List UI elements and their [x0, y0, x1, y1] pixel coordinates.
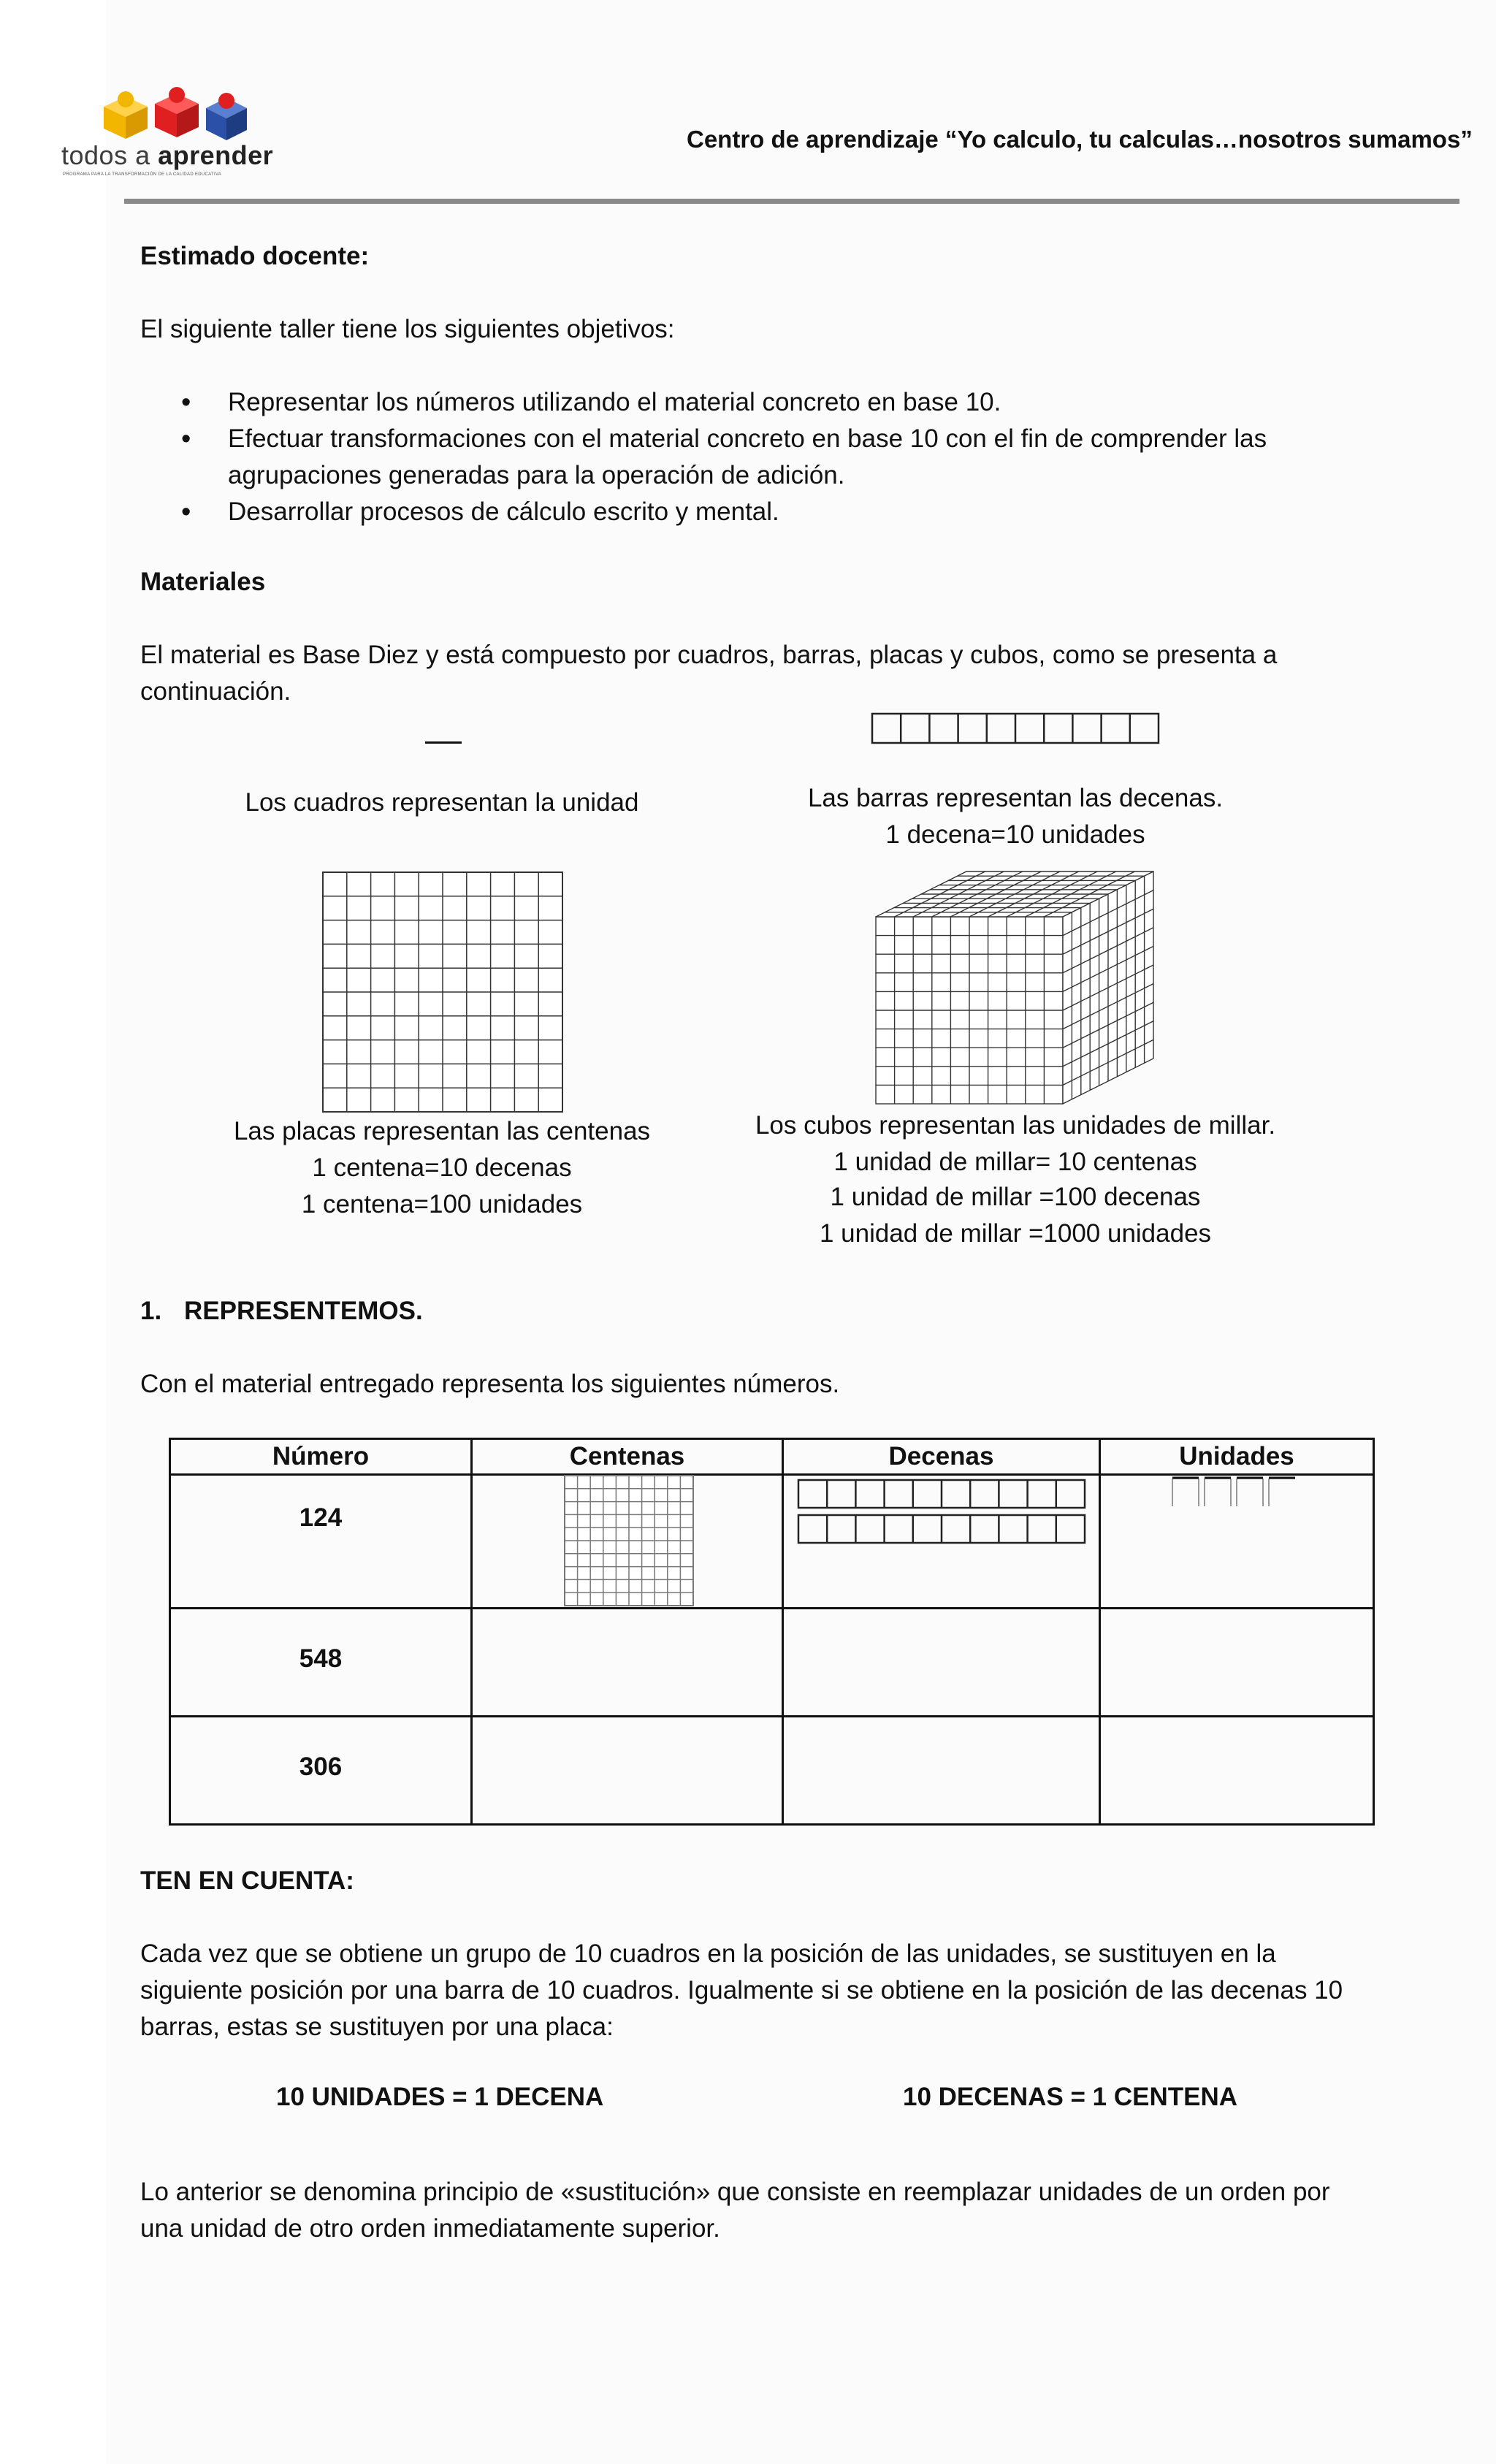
decenas-cell[interactable] — [783, 1609, 1100, 1717]
hundred-flat-icon — [321, 871, 564, 1113]
intro-text: El siguiente taller tiene los siguientes objetivos: — [140, 315, 675, 343]
materials-description: El material es Base Diez y está compuesto por cuadros, barras, placas y cubos, como se presenta a continuación. — [140, 641, 1278, 706]
hundred-flat-icon — [563, 1474, 695, 1607]
rule-units: 10 UNIDADES = 1 DECENA — [276, 2083, 604, 2111]
objective-item: • Desarrollar procesos de cálculo escrito y mental. — [228, 494, 1367, 530]
decenas-cell[interactable] — [783, 1475, 1100, 1609]
number-cell — [170, 1717, 472, 1825]
logo-blocks-icon — [101, 86, 254, 145]
rod-caption-line2: 1 decena=10 unidades — [885, 820, 1145, 849]
unit-cube-icon — [425, 741, 462, 745]
ten-rod-icon — [871, 712, 1160, 744]
ten-rod-icon — [797, 1514, 1086, 1544]
flat-caption-line2: 1 centena=10 decenas — [312, 1153, 572, 1182]
header-divider — [124, 199, 1459, 204]
cube-caption-line2: 1 unidad de millar= 10 centenas — [833, 1148, 1197, 1176]
table-header-row — [170, 1439, 1374, 1475]
rod-caption-line1: Las barras representan las decenas. — [807, 784, 1224, 812]
logo-text: todos a aprender — [61, 140, 274, 170]
table-row — [170, 1475, 1374, 1609]
section-title: REPRESENTEMOS. — [184, 1297, 423, 1325]
cube-caption-line4: 1 unidad de millar =1000 unidades — [819, 1219, 1212, 1248]
number-cell — [170, 1475, 472, 1609]
unidades-cell[interactable] — [1100, 1475, 1374, 1609]
column-header-numero: Número — [170, 1439, 472, 1475]
page-header-title: Centro de aprendizaje “Yo calculo, tu calculas…nosotros sumamos” — [687, 126, 1473, 153]
greeting: Estimado docente: — [140, 242, 370, 270]
representation-table — [169, 1438, 1375, 1826]
number-value: 124 — [299, 1503, 343, 1532]
unit-caption: Los cuadros representan la unidad — [245, 788, 639, 817]
table-row — [170, 1717, 1374, 1825]
flat-caption-line1: Las placas representan las centenas — [233, 1117, 651, 1145]
cube-caption-line1: Los cubos representan las unidades de millar. — [755, 1111, 1276, 1140]
section-instruction: Con el material entregado representa los siguientes números. — [140, 1370, 840, 1398]
ten-rod-icon — [797, 1479, 1086, 1509]
thousand-cube-icon — [873, 866, 1158, 1107]
column-header-unidades: Unidades — [1100, 1439, 1374, 1475]
unidades-cell[interactable] — [1100, 1609, 1374, 1717]
principle-text: Lo anterior se denomina principio de «sustitución» que consiste en reemplazar unidades de un orden por una unidad de otro orden inmediatamente superior. — [140, 2178, 1330, 2243]
unidades-cell[interactable] — [1100, 1717, 1374, 1825]
cube-caption-line3: 1 unidad de millar =100 decenas — [830, 1183, 1201, 1211]
centenas-cell[interactable] — [472, 1609, 783, 1717]
decenas-cell[interactable] — [783, 1717, 1100, 1825]
number-cell — [170, 1609, 472, 1717]
note-text: Cada vez que se obtiene un grupo de 10 cuadros en la posición de las unidades, se sustituyen en la siguiente posición por una barra de 10 cuadros. Igualmente si se obtiene en la posición de las decenas 10 barras, estas se sustituyen por una placa: — [140, 1939, 1343, 2041]
objective-item: • Efectuar transformaciones con el material concreto en base 10 con el fin de comprender las agrupaciones generadas para la operación de adición. — [228, 421, 1367, 494]
logo-subtitle: PROGRAMA PARA LA TRANSFORMACIÓN DE LA CALIDAD EDUCATIVA — [63, 172, 222, 177]
section-number: 1. — [140, 1297, 162, 1325]
rule-tens: 10 DECENAS = 1 CENTENA — [903, 2083, 1238, 2111]
column-header-centenas: Centenas — [472, 1439, 783, 1475]
table-row — [170, 1609, 1374, 1717]
materials-heading: Materiales — [140, 568, 266, 596]
column-header-decenas: Decenas — [783, 1439, 1100, 1475]
number-value: 306 — [299, 1752, 343, 1781]
centenas-cell[interactable] — [472, 1717, 783, 1825]
note-heading: TEN EN CUENTA: — [140, 1866, 354, 1895]
flat-caption-line3: 1 centena=100 unidades — [301, 1190, 583, 1218]
number-value: 548 — [299, 1644, 343, 1673]
centenas-cell[interactable] — [472, 1475, 783, 1609]
objective-item: • Representar los números utilizando el material concreto en base 10. — [228, 384, 1367, 421]
unit-cubes-icon — [1171, 1476, 1302, 1508]
